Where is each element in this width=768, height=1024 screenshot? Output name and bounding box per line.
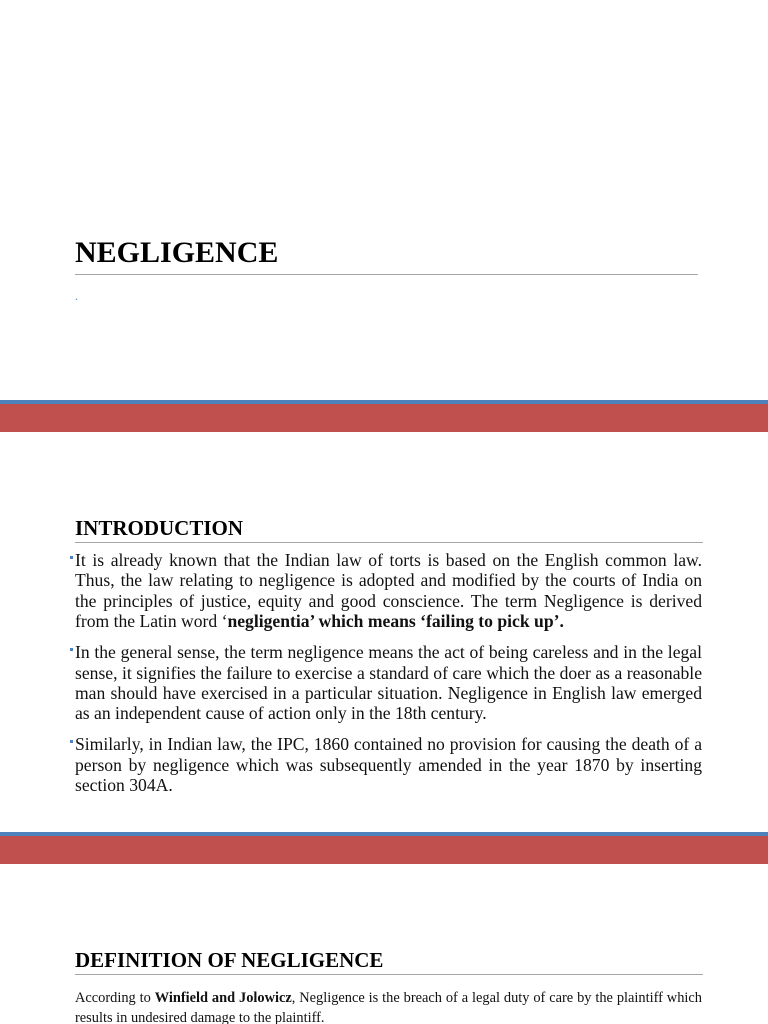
bullet-bold-text: negligentia’ which means ‘failing to pick up’. xyxy=(227,611,564,632)
slide-definition xyxy=(0,864,768,1024)
definition-text-before: According to xyxy=(75,990,155,1006)
square-bullet-icon xyxy=(70,648,73,651)
slide-divider xyxy=(0,400,768,432)
heading-underline xyxy=(75,974,703,975)
introduction-heading: INTRODUCTION xyxy=(75,516,244,540)
bullet-text: Similarly, in Indian law, the IPC, 1860 contained no provision for causing the death of a person by negligence which was subsequently amended in the year 1870 by inserting section 304A. xyxy=(75,734,702,796)
bullet-item xyxy=(75,550,702,632)
definition-text-after: , Negligence is the breach of a legal duty of care by the plaintiff which results in undesired damage to the plaintiff. xyxy=(75,990,702,1024)
introduction-bullet-list xyxy=(75,550,702,806)
definition-heading: DEFINITION OF NEGLIGENCE xyxy=(75,948,384,972)
slide-title-heading: NEGLIGENCE xyxy=(75,236,279,269)
title-underline xyxy=(75,274,698,275)
slide-subtitle: . xyxy=(75,289,78,303)
bullet-item xyxy=(75,642,702,724)
definition-paragraph xyxy=(75,988,702,1024)
slide-introduction xyxy=(0,432,768,832)
square-bullet-icon xyxy=(70,556,73,559)
heading-underline xyxy=(75,542,703,543)
bullet-item xyxy=(75,734,702,795)
bullet-text: In the general sense, the term negligence means the act of being careless and in the legal sense, it signifies the failure to exercise a standard of care which the doer as a reasonable man should have exercised in a particular situation. Negligence in English law emerged as an independent cause of action only in the 18th century. xyxy=(75,642,702,724)
definition-authors: Winfield and Jolowicz xyxy=(154,990,292,1006)
slide-title xyxy=(0,0,768,400)
bullet-text: It is already known that the Indian law of torts is based on the English common law. Thus, the law relating to negligence is adopted and modified by the courts of India on the principles of justice, equity and good conscience. The term Negligence is derived from the Latin word ‘ xyxy=(75,550,702,632)
slide-divider xyxy=(0,832,768,864)
square-bullet-icon xyxy=(70,740,73,743)
